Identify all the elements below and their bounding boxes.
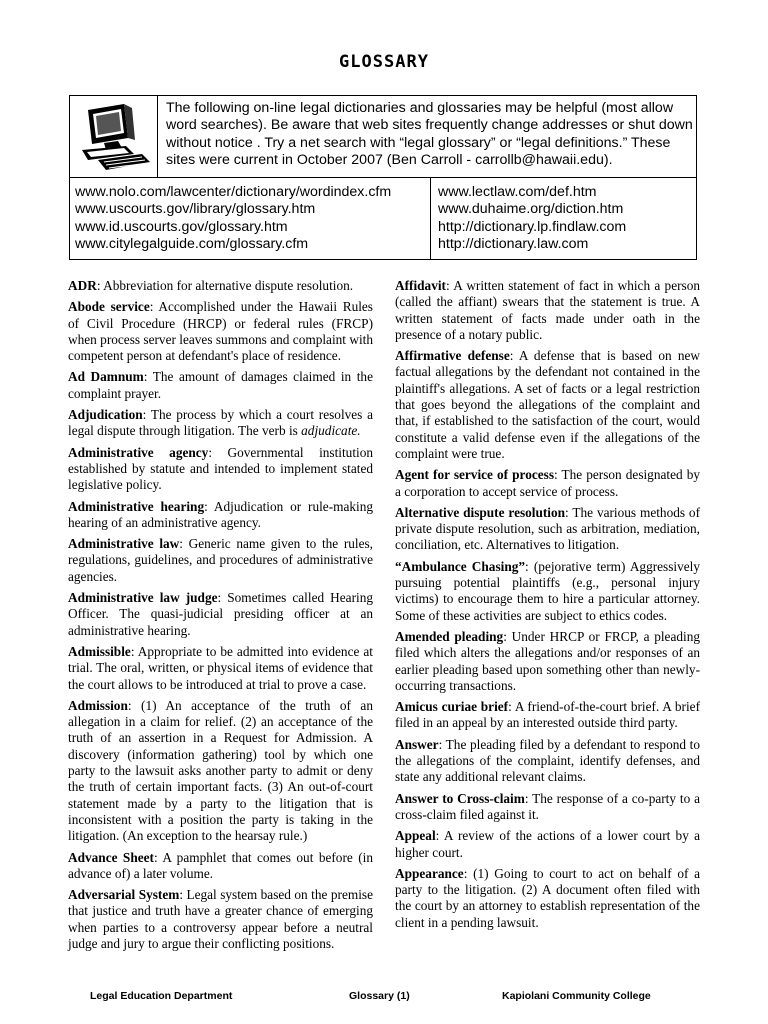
entry-term: Ad Damnum xyxy=(68,369,144,385)
box-divider xyxy=(70,177,696,178)
box-divider xyxy=(157,96,158,178)
entry-definition: : The person designated by a corporation to accept service of process. xyxy=(395,467,700,499)
resource-link[interactable]: www.uscourts.gov/library/glossary.htm xyxy=(75,201,316,218)
glossary-entry xyxy=(68,698,373,845)
entry-term: ADR xyxy=(68,278,97,293)
entry-term: Alternative dispute resolution xyxy=(395,504,566,520)
entry-definition: : Accomplished under the Hawaii Rules of Civil Procedure (HRCP) or federal rules (FRCP) when process server leaves summons and complaint with competent person at defendant's place of residence. xyxy=(68,299,373,364)
entry-definition: : The process by which a court resolves a legal dispute through litigation. The verb is xyxy=(68,407,373,439)
glossary-entry xyxy=(395,467,700,500)
footer-page-label: Glossary (1) xyxy=(349,990,410,1002)
entry-definition: : Governmental institution established by statute and intended to implement stated legislative policy. xyxy=(68,444,373,493)
entry-term: Answer to Cross-claim xyxy=(395,790,525,806)
entry-term: Administrative law xyxy=(68,536,180,552)
entry-term: Advance Sheet xyxy=(68,849,154,865)
entry-definition: : The pleading filed by a defendant to respond to the allegations of the complaint, identify defenses, and state any additional relevant claims. xyxy=(395,736,700,785)
glossary-entry xyxy=(68,445,373,494)
entry-definition: : (pejorative term) Aggressively pursuing potential plaintiffs (e.g., personal injury victims) to encourage them to hire a particular attorney. Some of these activities are subject to ethics codes. xyxy=(395,558,700,623)
glossary-entry xyxy=(395,737,700,786)
entry-definition: : The response of a co-party to a cross-claim filed against it. xyxy=(395,790,700,822)
glossary-column-left xyxy=(68,278,373,957)
entry-term: Answer xyxy=(395,736,439,752)
entry-term: Adversarial System xyxy=(68,887,180,903)
entry-definition: : (1) An acceptance of the truth of an allegation in a claim for relief. (2) an acceptance of the truth of an assertion in a Request for Admission. A discovery (information gathering) tool by which one party to the lawsuit asks another party to admit or deny the truth of certain important facts. (3) An out-of-court statement made by a party to the litigation that is inconsistent with a position the party is taking in the litigation. (An exception to the hearsay rule.) xyxy=(68,697,373,844)
entry-term: Administrative hearing xyxy=(68,498,205,514)
entry-definition: : A defense that is based on new factual allegations by the defendant not contained in the plaintiff's allegations. A set of facts or a legal restriction that goes beyond the allegations of the complaint and that, if established to the satisfaction of the court, would constitute a valid defense even if the allegations of the complaint were true. xyxy=(395,348,700,461)
glossary-entry xyxy=(68,850,373,883)
entry-term: Agent for service of process xyxy=(395,467,555,483)
entry-term: Admission xyxy=(68,697,128,713)
glossary-column-right xyxy=(395,278,700,936)
links-left xyxy=(75,184,391,254)
entry-definition: : Abbreviation for alternative dispute resolution. xyxy=(96,278,354,293)
glossary-entry xyxy=(68,536,373,585)
entry-term: Affidavit xyxy=(395,278,446,293)
entry-definition: : Generic name given to the rules, regulations, guidelines, and procedures of administrative agencies. xyxy=(68,536,373,584)
entry-definition: : A friend-of-the-court brief. A brief filed in an appeal by an interested outside third party. xyxy=(395,699,700,731)
entry-term: Administrative law judge xyxy=(68,590,218,606)
entry-term: Affirmative defense xyxy=(395,348,510,364)
entry-definition: : Legal system based on the premise that justice and truth have a greater chance of emerging when parties to a controversy appear before a neutral judge and jury to argue their conflicting positions. xyxy=(68,887,373,951)
entry-term: Administrative agency xyxy=(68,444,209,460)
resource-link[interactable]: www.id.uscourts.gov/glossary.htm xyxy=(75,218,288,235)
box-divider xyxy=(430,177,431,259)
glossary-entry xyxy=(68,278,373,294)
intro-text: The following on-line legal dictionaries and glossaries may be helpful (most allow word searches). Be aware that web sites frequently change addresses or shut down without notice . Try a net search with “legal glossary” or “legal definitions.” These sites were current in October 2007 (Ben Carroll - carrollb@hawaii.edu). xyxy=(166,100,693,169)
entry-term: Amicus curiae brief xyxy=(395,699,509,715)
glossary-entry xyxy=(395,828,700,861)
glossary-entry xyxy=(395,278,700,343)
entry-term: Amended pleading xyxy=(395,628,504,644)
glossary-entry xyxy=(68,590,373,639)
glossary-entry xyxy=(68,644,373,693)
entry-term: Abode service xyxy=(68,299,150,315)
entry-definition: : A pamphlet that comes out before (in advance of) a later volume. xyxy=(68,849,373,881)
resource-link[interactable]: www.duhaime.org/diction.htm xyxy=(438,201,624,218)
glossary-entry xyxy=(68,887,373,952)
page-title: GLOSSARY xyxy=(339,52,429,72)
entry-definition: : Sometimes called Hearing Officer. The quasi-judicial presiding officer at an administrative hearing. xyxy=(68,590,373,638)
glossary-entry xyxy=(68,407,373,440)
entry-term: Adjudication xyxy=(68,407,143,423)
glossary-entry xyxy=(68,499,373,532)
entry-term: Admissible xyxy=(68,643,131,659)
entry-definition: : Under HRCP or FRCP, a pleading filed which alters the allegations and/or responses of an earlier pleading based upon something other than newly-occurring transactions. xyxy=(395,628,701,693)
glossary-entry xyxy=(395,348,700,462)
entry-term: Appeal xyxy=(395,828,436,844)
glossary-entry xyxy=(68,299,373,364)
entry-term: Appearance xyxy=(395,865,464,881)
resource-link[interactable]: www.nolo.com/lawcenter/dictionary/wordindex.cfm xyxy=(75,184,392,200)
entry-definition: : (1) Going to court to act on behalf of a party to the litigation. (2) A document often filed with the court by an attorney to establish representation of the client in a pending lawsuit. xyxy=(395,865,700,930)
resource-link[interactable]: http://dictionary.lp.findlaw.com xyxy=(438,218,627,235)
glossary-entry xyxy=(395,866,700,931)
entry-italic: adjudicate. xyxy=(301,423,361,439)
resource-link[interactable]: www.lectlaw.com/def.htm xyxy=(438,184,597,200)
entry-definition: : A written statement of fact in which a person (called the affiant) swears that the statement is true. A written statement of facts made under oath in the presence of a notary public. xyxy=(395,278,700,342)
glossary-entry xyxy=(395,629,700,694)
glossary-entry xyxy=(395,559,700,624)
resource-link[interactable]: www.citylegalguide.com/glossary.cfm xyxy=(75,236,309,253)
resources-box xyxy=(69,95,697,260)
footer-college: Kapiolani Community College xyxy=(502,990,651,1002)
entry-definition: : Adjudication or rule-making hearing of an administrative agency. xyxy=(68,498,374,530)
glossary-entry xyxy=(68,369,373,402)
footer-department: Legal Education Department xyxy=(90,990,233,1002)
entry-definition: : The amount of damages claimed in the complaint prayer. xyxy=(68,369,373,401)
entry-definition: : A review of the actions of a lower court by a higher court. xyxy=(395,828,700,860)
computer-icon xyxy=(78,102,152,172)
glossary-entry xyxy=(395,505,700,554)
resource-link[interactable]: http://dictionary.law.com xyxy=(438,236,589,253)
links-right xyxy=(438,184,626,254)
entry-definition: : The various methods of private dispute resolution, such as arbitration, mediation, conciliation, etc. Alternatives to litigation. xyxy=(395,504,700,553)
entry-definition: : Appropriate to be admitted into evidence at trial. The oral, written, or physical items of evidence that the court allows to be introduced at trial to prove a case. xyxy=(68,643,373,692)
glossary-entry xyxy=(395,791,700,824)
glossary-entry xyxy=(395,699,700,732)
entry-term: “Ambulance Chasing” xyxy=(395,558,526,574)
